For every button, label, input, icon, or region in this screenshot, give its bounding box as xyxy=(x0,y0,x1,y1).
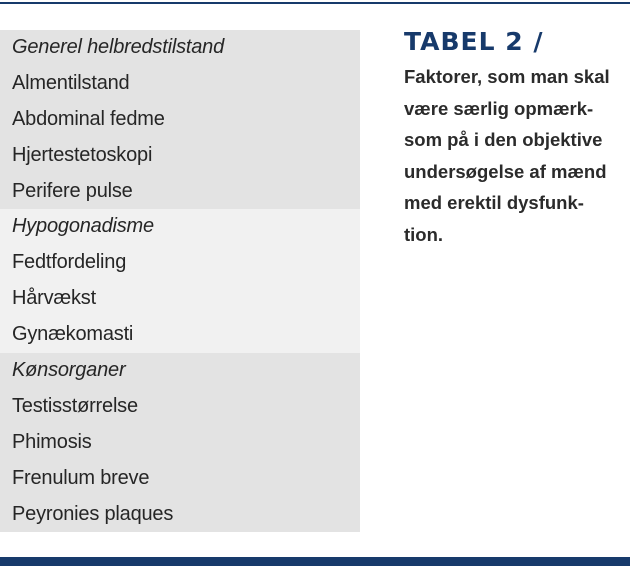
caption-line: Faktorer, som man skal xyxy=(404,66,610,87)
caption-line: tion. xyxy=(404,223,444,245)
caption-line: være særlig opmærk- xyxy=(404,97,594,119)
table-group-hypogonadism xyxy=(0,209,360,353)
group-heading: Kønsorganer xyxy=(12,359,126,382)
caption-line: med erektil dysfunk- xyxy=(404,192,584,214)
table-row: Hjertestetoskopi xyxy=(12,143,153,166)
table-row: Gynækomasti xyxy=(12,323,134,346)
table-row: Abdominal fedme xyxy=(12,107,165,130)
group-heading: Generel helbredstilstand xyxy=(12,36,224,58)
group-heading: Hypogonadisme xyxy=(12,215,154,238)
table-row: Testisstørrelse xyxy=(12,394,138,417)
table-row: Phimosis xyxy=(12,430,92,453)
table-row: Peyronies plaques xyxy=(12,502,174,525)
bottom-rule xyxy=(0,557,630,566)
table-caption xyxy=(404,26,630,251)
table-group-general-health xyxy=(0,30,360,209)
caption-title: TABEL 2 / xyxy=(404,27,544,56)
table-row: Perifere pulse xyxy=(12,179,133,202)
factor-table xyxy=(0,30,360,532)
caption-line: som på i den objektive xyxy=(404,129,603,151)
table-row: Almentilstand xyxy=(12,71,130,94)
top-rule xyxy=(0,2,630,4)
table-row: Frenulum breve xyxy=(12,466,150,489)
table-group-genitals xyxy=(0,353,360,532)
caption-line: undersøgelse af mænd xyxy=(404,160,607,182)
table-row: Fedtfordeling xyxy=(12,251,127,274)
table-row: Hårvækst xyxy=(12,287,96,310)
